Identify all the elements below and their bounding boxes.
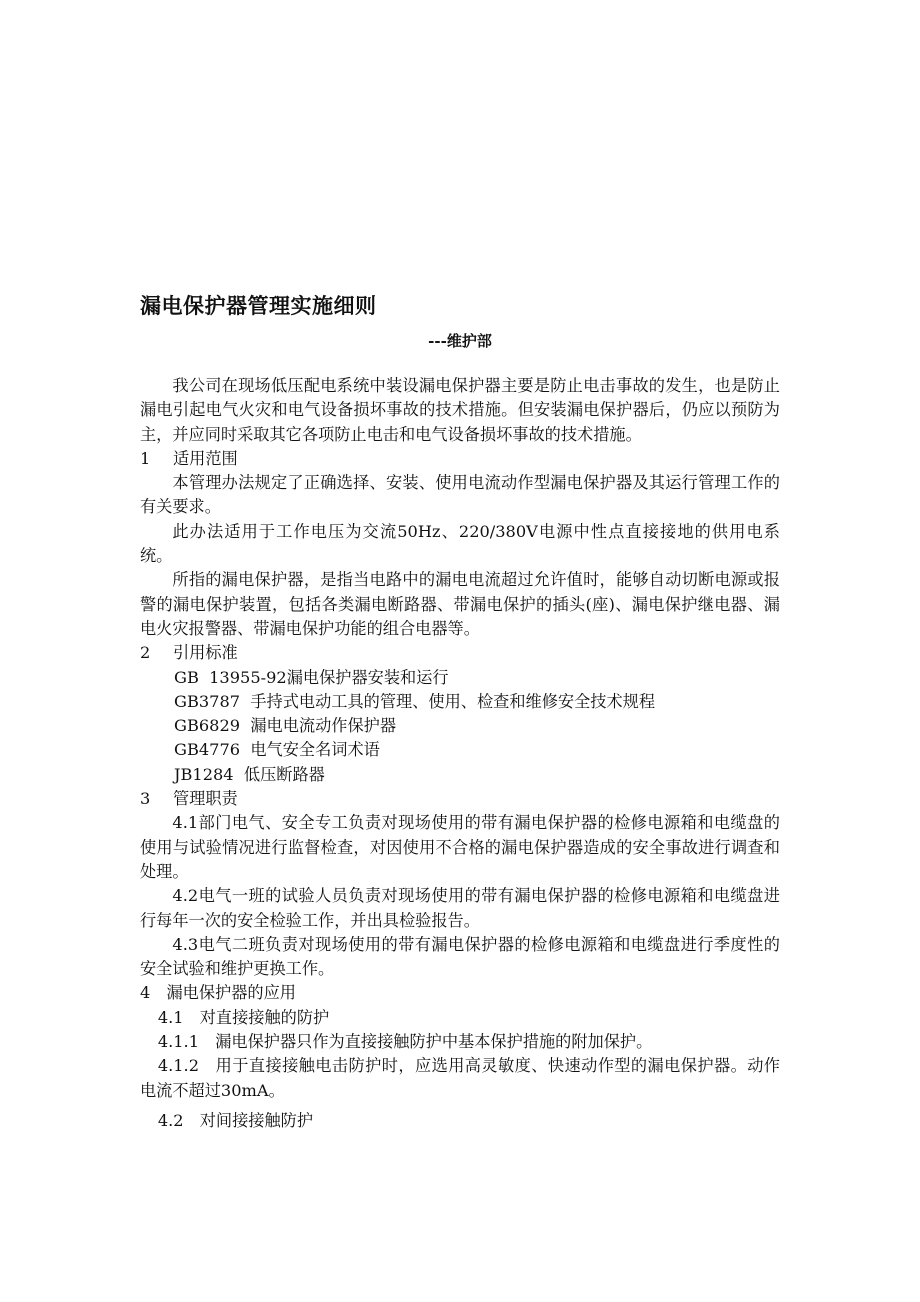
section-3-paragraph-1: 4.1部门电气、安全专工负责对现场使用的带有漏电保护器的检修电源箱和电缆盘的使用与试验情况进行监督检查，对因使用不合格的漏电保护器造成的安全事故进行调查和处理。 — [140, 813, 780, 881]
section-title: 适用范围 — [172, 448, 238, 468]
document-subtitle: ---维护部 — [428, 332, 492, 350]
section-1-paragraph-1: 本管理办法规定了正确选择、安装、使用电流动作型漏电保护器及其运行管理工作的有关要求。 — [140, 473, 780, 517]
subsection-4-1-heading — [140, 1006, 780, 1030]
subsection-title: 对间接接触防护 — [199, 1110, 314, 1130]
section-title: 引用标准 — [172, 643, 238, 663]
section-4-heading — [140, 981, 780, 1005]
document-title: 漏电保护器管理实施细则 — [140, 294, 377, 318]
item-text: 用于直接接触电击防护时，应选用高灵敏度、快速动作型的漏电保护器。动作电流不超过30mA。 — [140, 1056, 780, 1100]
section-title: 管理职责 — [172, 789, 238, 809]
section-1-heading — [140, 447, 780, 471]
intro-paragraph: 我公司在现场低压配电系统中装设漏电保护器主要是防止电击事故的发生，也是防止漏电引起电气火灾和电气设备损坏事故的技术措施。但安装漏电保护器后，仍应以预防为主，并应同时采取其它各项防止电击和电气设备损坏事故的技术措施。 — [140, 376, 780, 444]
reference-item: GB3787 手持式电动工具的管理、使用、检查和维修安全技术规程 — [174, 691, 656, 711]
section-3-paragraph-2: 4.2电气一班的试验人员负责对现场使用的带有漏电保护器的检修电源箱和电缆盘进行每年一次的安全检验工作，并出具检验报告。 — [140, 886, 780, 930]
item-4-1-2 — [140, 1054, 780, 1103]
reference-item: GB4776 电气安全名词术语 — [174, 740, 380, 760]
subsection-number: 4.1 — [157, 1007, 184, 1027]
section-number: 4 — [140, 983, 151, 1003]
subsection-4-2-heading — [140, 1109, 780, 1133]
reference-item: GB6829 漏电电流动作保护器 — [174, 716, 397, 736]
item-4-1-1 — [140, 1030, 780, 1054]
section-1-paragraph-3: 所指的漏电保护器，是指当电路中的漏电电流超过允许值时，能够自动切断电源或报警的漏电保护装置，包括各类漏电断路器、带漏电保护的插头(座)、漏电保护继电器、漏电火灾报警器、带漏电保护功能的组合电器等。 — [140, 570, 780, 638]
section-number: 2 — [140, 643, 151, 663]
item-number: 4.1.1 — [157, 1032, 200, 1052]
document-body — [140, 374, 780, 1133]
item-text: 漏电保护器只作为直接接触防护中基本保护措施的附加保护。 — [215, 1032, 653, 1052]
item-number: 4.1.2 — [157, 1056, 200, 1076]
section-2-heading — [140, 641, 780, 665]
section-3-heading — [140, 787, 780, 811]
reference-item: JB1284 低压断路器 — [174, 764, 325, 784]
section-number: 3 — [140, 789, 151, 809]
section-number: 1 — [140, 448, 151, 468]
section-3-paragraph-3: 4.3电气二班负责对现场使用的带有漏电保护器的检修电源箱和电缆盘进行季度性的安全试验和维护更换工作。 — [140, 934, 780, 979]
reference-item: GB 13955-92漏电保护器安装和运行 — [174, 667, 449, 687]
section-1-paragraph-2: 此办法适用于工作电压为交流50Hz、220/380V电源中性点直接接地的供用电系统。 — [140, 521, 780, 566]
subsection-number: 4.2 — [157, 1110, 184, 1130]
subsection-title: 对直接接触的防护 — [199, 1007, 330, 1027]
section-title: 漏电保护器的应用 — [166, 983, 296, 1003]
